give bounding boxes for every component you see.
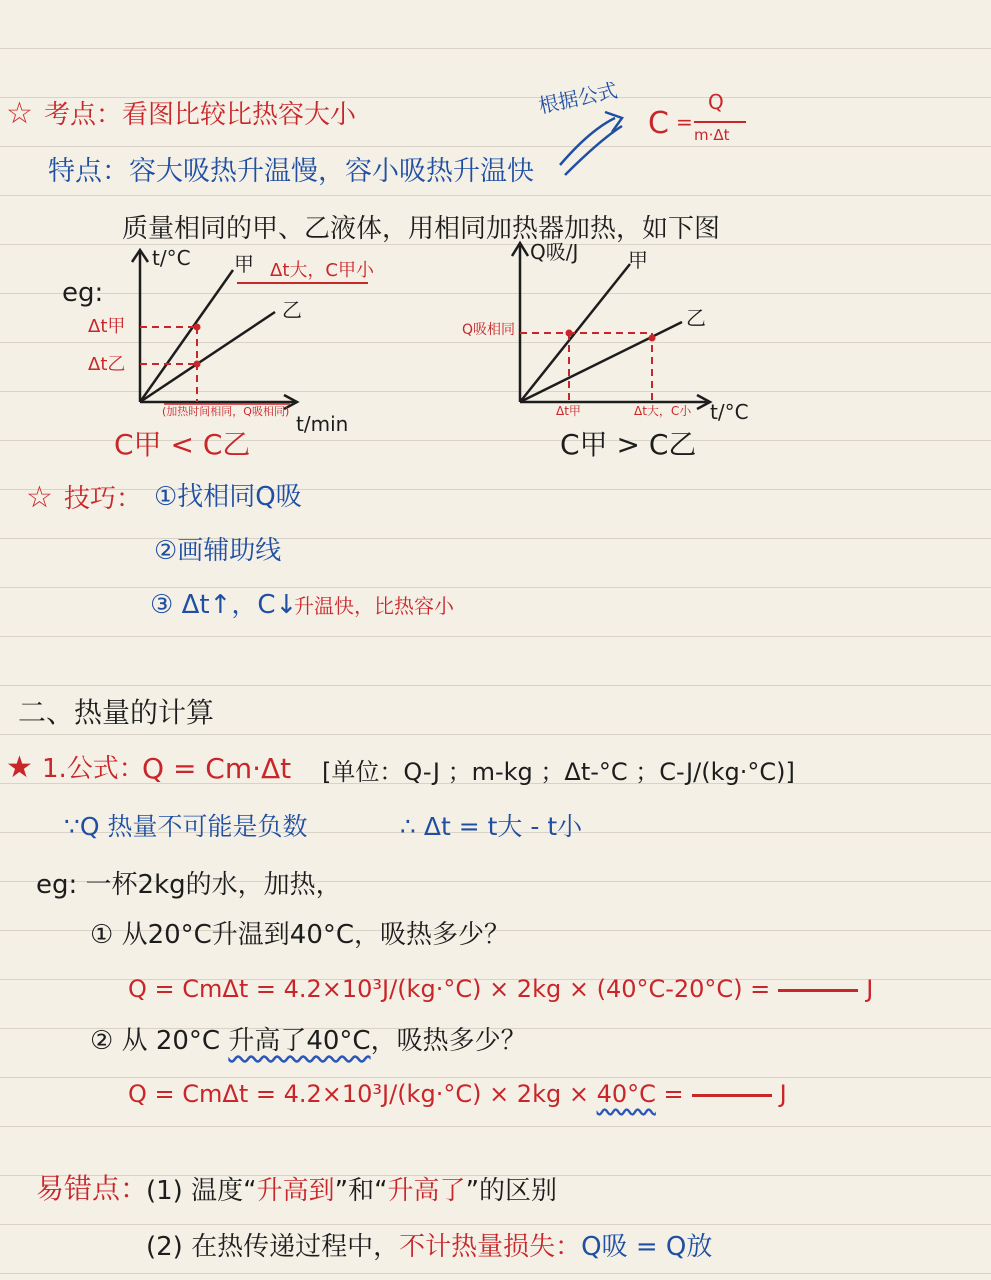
mistake-2-red: 不计热量损失： bbox=[399, 1232, 582, 1262]
mistake-1-a: 升高到 bbox=[256, 1176, 335, 1206]
answer-1-expr: Q = CmΔt = 4.2×10³J/(kg·°C) × 2kg × (40°C-20°C) = bbox=[128, 975, 771, 1003]
left-label-yi: 乙 bbox=[282, 298, 302, 322]
tip-1: ①找相同Q吸 bbox=[154, 482, 302, 512]
mistake-1-b: 升高了 bbox=[387, 1176, 466, 1206]
answer-2-eq: = bbox=[655, 1080, 684, 1108]
section2-title: 二、热量的计算 bbox=[18, 696, 215, 729]
left-x-label: t/min bbox=[296, 412, 349, 436]
mistakes-label: 易错点： bbox=[36, 1172, 149, 1205]
example-line: eg: 一杯2kg的水，加热， bbox=[36, 870, 342, 900]
mistake-2-pre: (2) 在热传递过程中， bbox=[146, 1232, 400, 1262]
mistake-2 bbox=[146, 1232, 712, 1263]
answer-2 bbox=[128, 1080, 787, 1109]
feature-line: 特点：容大吸热升温慢，容小吸热升温快 bbox=[48, 156, 534, 187]
mistake-1-pre: (1) 温度“ bbox=[146, 1176, 257, 1206]
left-label-jia: 甲 bbox=[234, 252, 254, 276]
question-2 bbox=[90, 1026, 527, 1057]
right-tick-yi: Δt大，C小 bbox=[634, 404, 692, 418]
tip-3: ③ Δt↑，C↓ bbox=[150, 590, 298, 620]
note-2: ∴ Δt = t大 - t小 bbox=[400, 812, 583, 841]
left-tick-yi: Δt乙 bbox=[88, 354, 126, 375]
answer-2-expr: Q = CmΔt = 4.2×10³J/(kg·°C) × 2kg × bbox=[128, 1080, 597, 1108]
eg-label: eg: bbox=[62, 278, 104, 308]
mistake-1 bbox=[146, 1176, 557, 1207]
right-tick-q: Q吸相同 bbox=[462, 322, 516, 338]
mistake-1-post: ”的区别 bbox=[465, 1176, 558, 1206]
note-1: ∵Q 热量不可能是负数 bbox=[64, 812, 308, 841]
formula-numerator: Q bbox=[708, 90, 724, 114]
right-label-jia: 甲 bbox=[628, 248, 648, 272]
exam-point: 考点：看图比较比热容大小 bbox=[44, 100, 357, 130]
right-compare: C甲 > C乙 bbox=[560, 428, 697, 461]
formula-c: C bbox=[648, 106, 669, 141]
formula-label: 1.公式： bbox=[42, 754, 145, 784]
right-x-label: t/°C bbox=[710, 400, 749, 424]
question-2-post: ，吸热多少？ bbox=[370, 1026, 527, 1056]
star-icon: ☆ bbox=[26, 480, 53, 515]
question-1: ① 从20°C升温到40°C，吸热多少？ bbox=[90, 920, 511, 950]
formula-main: Q = Cm·Δt bbox=[142, 752, 292, 785]
left-tick-jia: Δt甲 bbox=[88, 316, 126, 337]
by-formula-note: 根据公式 bbox=[536, 77, 620, 119]
question-2-emphasis: 升高了40°C bbox=[228, 1026, 371, 1056]
answer-1-blank bbox=[778, 989, 858, 992]
intro-line: 质量相同的甲、乙液体，用相同加热器加热，如下图 bbox=[122, 214, 721, 244]
question-2-pre: ② 从 20°C bbox=[90, 1026, 229, 1056]
right-label-yi: 乙 bbox=[686, 306, 706, 330]
right-tick-jia: Δt甲 bbox=[556, 404, 581, 418]
answer-1 bbox=[128, 975, 873, 1004]
formula-equals: = bbox=[676, 110, 693, 134]
star-icon: ★ bbox=[6, 750, 33, 785]
mistake-1-mid: ”和“ bbox=[334, 1176, 388, 1206]
answer-1-unit: J bbox=[866, 975, 874, 1003]
formula-denominator: m·Δt bbox=[694, 126, 730, 144]
star-icon: ☆ bbox=[6, 96, 33, 131]
tips-title: 技巧： bbox=[64, 484, 143, 514]
answer-2-unit: J bbox=[779, 1080, 787, 1108]
mistake-2-eq: Q吸 = Q放 bbox=[581, 1232, 713, 1262]
left-compare: C甲 < C乙 bbox=[114, 428, 251, 461]
left-y-label: t/°C bbox=[152, 246, 191, 270]
right-y-label: Q吸/J bbox=[530, 240, 579, 264]
tip-3-note: 升温快，比热容小 bbox=[294, 594, 454, 618]
answer-2-emphasis: 40°C bbox=[596, 1080, 656, 1108]
left-x-note: (加热时间相同，Q吸相同) bbox=[162, 405, 290, 418]
left-note: Δt大，C甲小 bbox=[270, 260, 374, 281]
tip-2: ②画辅助线 bbox=[154, 536, 282, 566]
units-note: [单位：Q-J ；m-kg ；Δt-°C ；C-J/(kg·°C)] bbox=[322, 758, 795, 786]
answer-2-blank bbox=[692, 1094, 772, 1097]
